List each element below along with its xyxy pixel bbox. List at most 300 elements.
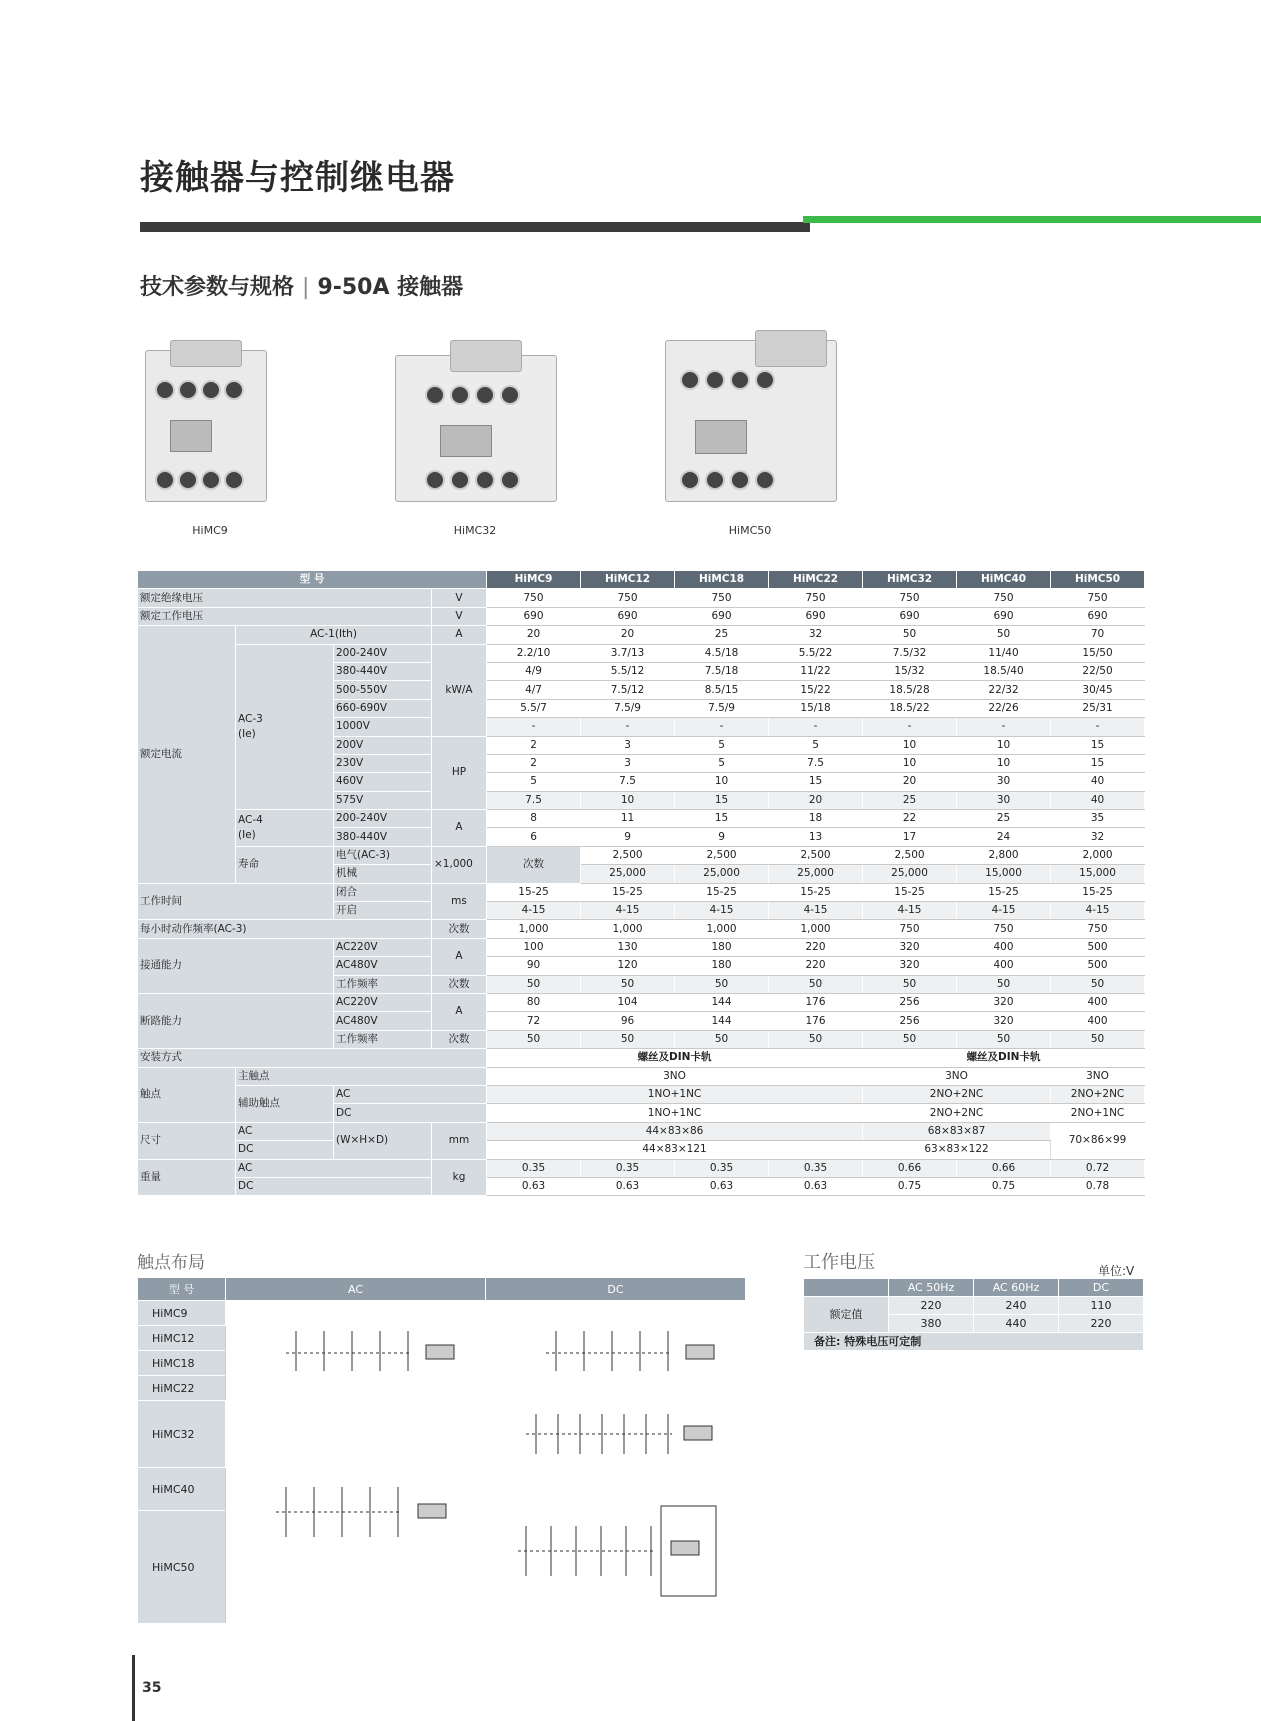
row-mount <box>138 1049 1145 1067</box>
cell: 2,500 <box>581 846 675 864</box>
cell: 68×83×87 <box>863 1122 1051 1140</box>
row-op-freq <box>138 920 1145 938</box>
page-bar <box>132 1655 135 1721</box>
cell: 5.5/22 <box>769 644 863 662</box>
cell: 6 <box>487 828 581 846</box>
contact-ac-label: AC <box>334 1085 487 1103</box>
product-himc32 <box>390 340 560 537</box>
cell: 96 <box>581 1012 675 1030</box>
cell: 750 <box>863 589 957 607</box>
model-header: HiMC18 <box>675 571 769 589</box>
cell: 2 <box>487 754 581 772</box>
voltage-label: 230V <box>334 754 432 772</box>
row-unit: ms <box>432 883 487 920</box>
model-header: HiMC40 <box>957 571 1051 589</box>
cell: 0.63 <box>769 1177 863 1195</box>
cell: 32 <box>769 626 863 644</box>
cell: 30 <box>957 791 1051 809</box>
row-size-dc <box>138 1141 1145 1159</box>
contact-model: HiMC40 <box>138 1468 226 1511</box>
cell: 3.7/13 <box>581 644 675 662</box>
section-sub: 9-50A 接触器 <box>317 275 464 300</box>
row-weight-dc <box>138 1177 1145 1195</box>
voltage-label: 1000V <box>334 718 432 736</box>
cell: 690 <box>1051 607 1145 625</box>
cell: 44×83×121 <box>487 1141 863 1159</box>
volt-note: 备注: 特殊电压可定制 <box>804 1333 1144 1351</box>
cell: 750 <box>957 589 1051 607</box>
cell: 4-15 <box>581 902 675 920</box>
cell: 50 <box>863 626 957 644</box>
cell: 20 <box>863 773 957 791</box>
cell: 8 <box>487 810 581 828</box>
cell: 690 <box>957 607 1051 625</box>
cell: 30 <box>957 773 1051 791</box>
row-make-1 <box>138 938 1145 956</box>
row-size-ac <box>138 1122 1145 1140</box>
spec-table <box>137 570 1145 1196</box>
cell: 750 <box>957 920 1051 938</box>
row-ac1 <box>138 626 1145 644</box>
cell: 690 <box>487 607 581 625</box>
cell: 0.35 <box>769 1159 863 1177</box>
cell: 25,000 <box>675 865 769 883</box>
cell: - <box>957 718 1051 736</box>
cell: 22 <box>863 810 957 828</box>
cell: 3NO <box>487 1067 863 1085</box>
break-r2: AC480V <box>334 1012 432 1030</box>
cell: 15-25 <box>581 883 675 901</box>
model-header: HiMC50 <box>1051 571 1145 589</box>
cell: 15/50 <box>1051 644 1145 662</box>
cell: 2NO+2NC <box>1051 1085 1145 1103</box>
make-r1: AC220V <box>334 938 432 956</box>
rated-current-label: 额定电流 <box>138 626 236 883</box>
work-voltage-unit: 单位:V <box>1098 1264 1135 1278</box>
cell: 50 <box>1051 1030 1145 1048</box>
contact-dc-label: DC <box>334 1104 487 1122</box>
cell: 0.35 <box>487 1159 581 1177</box>
cell: 3NO <box>863 1067 1051 1085</box>
cell: 18.5/28 <box>863 681 957 699</box>
contact-schematic-icon <box>496 1311 736 1391</box>
cell: 0.63 <box>487 1177 581 1195</box>
cell: 22/26 <box>957 699 1051 717</box>
cell: 0.75 <box>957 1177 1051 1195</box>
cell: 4.5/18 <box>675 644 769 662</box>
cell: 25 <box>675 626 769 644</box>
cell: 20 <box>769 791 863 809</box>
cell: 15 <box>675 791 769 809</box>
row-unit: 次数 <box>432 1030 487 1048</box>
cell: 2NO+2NC <box>863 1085 1051 1103</box>
contact-hdr-model: 型 号 <box>138 1278 226 1301</box>
cell: 750 <box>675 589 769 607</box>
cell: 50 <box>863 1030 957 1048</box>
cell: 0.66 <box>957 1159 1051 1177</box>
cell: 10 <box>675 773 769 791</box>
cell: 0.78 <box>1051 1177 1145 1195</box>
cell: 690 <box>581 607 675 625</box>
cell: 176 <box>769 993 863 1011</box>
cell: 18.5/22 <box>863 699 957 717</box>
cell: 50 <box>769 975 863 993</box>
cell: 10 <box>581 791 675 809</box>
cell: 7.5 <box>581 773 675 791</box>
cell: 750 <box>863 920 957 938</box>
cell: - <box>487 718 581 736</box>
cell: 5.5/12 <box>581 662 675 680</box>
cell: 750 <box>581 589 675 607</box>
make-label: 接通能力 <box>138 938 334 993</box>
cell: 15-25 <box>769 883 863 901</box>
mount-left: 螺丝及DIN卡轨 <box>487 1049 863 1067</box>
cell: - <box>863 718 957 736</box>
cell: 5.5/7 <box>487 699 581 717</box>
section-title <box>140 270 463 301</box>
row-unit: V <box>432 607 487 625</box>
row-unit: 次数 <box>432 975 487 993</box>
cell: 15 <box>675 810 769 828</box>
cell: 50 <box>863 975 957 993</box>
cell: 25,000 <box>769 865 863 883</box>
cell: 690 <box>769 607 863 625</box>
product-caption: HiMC32 <box>453 524 497 537</box>
cell: 750 <box>1051 589 1145 607</box>
voltage-label: 660-690V <box>334 699 432 717</box>
cell: 7.5 <box>769 754 863 772</box>
cell: 110 <box>1059 1297 1144 1315</box>
cell: 2 <box>487 736 581 754</box>
cell: 500 <box>1051 957 1145 975</box>
break-label: 断路能力 <box>138 993 334 1048</box>
cell: 50 <box>957 975 1051 993</box>
cell: 72 <box>487 1012 581 1030</box>
op-time-label: 工作时间 <box>138 883 334 920</box>
cell: 7.5/12 <box>581 681 675 699</box>
cell: 1,000 <box>581 920 675 938</box>
cell: 120 <box>581 957 675 975</box>
cell: 15 <box>769 773 863 791</box>
size-dc-label: DC <box>236 1141 334 1159</box>
cell: 15-25 <box>675 883 769 901</box>
cell: 50 <box>1051 975 1145 993</box>
contact-schematic-icon <box>236 1467 476 1557</box>
product-himc50 <box>655 330 845 537</box>
life-label: 寿命 <box>236 846 334 883</box>
cell: 3 <box>581 754 675 772</box>
cell: 7.5/18 <box>675 662 769 680</box>
cell: 1NO+1NC <box>487 1104 863 1122</box>
cell: 50 <box>769 1030 863 1048</box>
section-label: 技术参数与规格 <box>140 275 295 300</box>
cell: 22/32 <box>957 681 1051 699</box>
make-r2: AC480V <box>334 957 432 975</box>
cell: 400 <box>1051 1012 1145 1030</box>
cell: 18.5/40 <box>957 662 1051 680</box>
dc-diagram-large <box>486 1468 746 1624</box>
cell: 144 <box>675 1012 769 1030</box>
voltage-label: 200V <box>334 736 432 754</box>
cell: 50 <box>487 975 581 993</box>
cell: 40 <box>1051 773 1145 791</box>
contact-hdr-ac: AC <box>226 1278 486 1301</box>
unit-hp: HP <box>432 736 487 810</box>
cell: 15-25 <box>487 883 581 901</box>
volt-hdr: DC <box>1059 1279 1144 1297</box>
cell: 35 <box>1051 810 1145 828</box>
cell: 2,000 <box>1051 846 1145 864</box>
row-break-1 <box>138 993 1145 1011</box>
cell: 15/32 <box>863 662 957 680</box>
ac3-label: AC-3 (Ie) <box>236 644 334 810</box>
contact-aux-label: 辅助触点 <box>236 1085 334 1122</box>
size-dims: (W×H×D) <box>334 1122 432 1159</box>
cell: 176 <box>769 1012 863 1030</box>
row-work-volt <box>138 607 1145 625</box>
contact-schematic-icon <box>236 1311 476 1391</box>
cell: 0.66 <box>863 1159 957 1177</box>
cell: 10 <box>957 754 1051 772</box>
cell: 15 <box>1051 736 1145 754</box>
cell: 5 <box>675 754 769 772</box>
cell: 180 <box>675 938 769 956</box>
dc-diagram-mid <box>486 1401 746 1468</box>
size-label: 尺寸 <box>138 1122 236 1159</box>
cell: 50 <box>487 1030 581 1048</box>
cell: 4-15 <box>769 902 863 920</box>
life-mech-label: 机械 <box>334 865 432 883</box>
voltage-label: 380-440V <box>334 828 432 846</box>
ac-diagram-large <box>226 1401 486 1624</box>
cell: 50 <box>581 1030 675 1048</box>
cell: 44×83×86 <box>487 1122 863 1140</box>
cell: 50 <box>957 1030 1051 1048</box>
voltage-label: 460V <box>334 773 432 791</box>
cell: 17 <box>863 828 957 846</box>
title-rule-dark <box>140 222 810 232</box>
cell: 24 <box>957 828 1051 846</box>
row-unit: 次数 <box>487 846 581 883</box>
work-voltage-table <box>803 1278 1144 1351</box>
cell: 10 <box>957 736 1051 754</box>
cell: 15,000 <box>1051 865 1145 883</box>
cell: 2NO+2NC <box>863 1104 1051 1122</box>
volt-hdr: AC 50Hz <box>889 1279 974 1297</box>
row-label: 额定工作电压 <box>138 607 432 625</box>
row-life-elec <box>138 846 1145 864</box>
product-caption: HiMC9 <box>192 524 228 537</box>
cell: 750 <box>487 589 581 607</box>
row-unit: A <box>432 938 487 975</box>
cell: 2NO+1NC <box>1051 1104 1145 1122</box>
cell: 25/31 <box>1051 699 1145 717</box>
mount-label: 安装方式 <box>138 1049 487 1067</box>
page-title: 接触器与控制继电器 <box>140 158 455 198</box>
cell: 40 <box>1051 791 1145 809</box>
row-unit: 次数 <box>432 920 487 938</box>
cell: 220 <box>769 957 863 975</box>
cell: 0.63 <box>675 1177 769 1195</box>
cell: - <box>675 718 769 736</box>
contact-layout-title: 触点布局 <box>137 1253 205 1273</box>
cell: 70×86×99 <box>1051 1122 1145 1159</box>
unit-kwa: kW/A <box>432 644 487 736</box>
cell: 15/22 <box>769 681 863 699</box>
cell: 0.35 <box>581 1159 675 1177</box>
cell: 15,000 <box>957 865 1051 883</box>
contact-model: HiMC22 <box>138 1376 226 1401</box>
row-unit: A <box>432 626 487 644</box>
voltage-label: 575V <box>334 791 432 809</box>
cell: 690 <box>675 607 769 625</box>
cell: 256 <box>863 1012 957 1030</box>
voltage-label: 200-240V <box>334 644 432 662</box>
cell: 4-15 <box>1051 902 1145 920</box>
row-op-close <box>138 883 1145 901</box>
contact-model: HiMC12 <box>138 1326 226 1351</box>
model-header: HiMC32 <box>863 571 957 589</box>
cell: 2,500 <box>675 846 769 864</box>
contact-hdr-dc: DC <box>486 1278 746 1301</box>
cell: 100 <box>487 938 581 956</box>
contact-layout-table <box>137 1277 746 1624</box>
cell: 320 <box>957 993 1051 1011</box>
cell: 320 <box>957 1012 1051 1030</box>
cell: 1,000 <box>675 920 769 938</box>
cell: 1,000 <box>487 920 581 938</box>
cell: 50 <box>675 1030 769 1048</box>
cell: 15-25 <box>1051 883 1145 901</box>
cell: 104 <box>581 993 675 1011</box>
cell: 11/40 <box>957 644 1051 662</box>
cell: 0.75 <box>863 1177 957 1195</box>
cell: 5 <box>675 736 769 754</box>
cell: 63×83×122 <box>863 1141 1051 1159</box>
volt-hdr-blank <box>804 1279 889 1297</box>
cell: 2,500 <box>863 846 957 864</box>
cell: 220 <box>769 938 863 956</box>
contact-schematic-icon <box>496 1486 736 1606</box>
weight-label: 重量 <box>138 1159 236 1196</box>
spec-header-label: 型 号 <box>138 571 487 589</box>
cell: 4-15 <box>957 902 1051 920</box>
contact-model: HiMC18 <box>138 1351 226 1376</box>
cell: 2.2/10 <box>487 644 581 662</box>
cell: 1NO+1NC <box>487 1085 863 1103</box>
cell: 3 <box>581 736 675 754</box>
work-voltage-title: 工作电压 <box>803 1252 875 1273</box>
cell: 30/45 <box>1051 681 1145 699</box>
cell: 15/18 <box>769 699 863 717</box>
cell: 18 <box>769 810 863 828</box>
cell: 70 <box>1051 626 1145 644</box>
row-insul-volt <box>138 589 1145 607</box>
cell: 0.63 <box>581 1177 675 1195</box>
cell: 15-25 <box>957 883 1051 901</box>
cell: 0.35 <box>675 1159 769 1177</box>
row-contact-main <box>138 1067 1145 1085</box>
weight-dc-label: DC <box>236 1177 432 1195</box>
cell: - <box>769 718 863 736</box>
contact-model: HiMC50 <box>138 1511 226 1624</box>
size-ac-label: AC <box>236 1122 334 1140</box>
row-label: 每小时动作频率(AC-3) <box>138 920 432 938</box>
title-rule-green <box>803 216 1261 223</box>
contact-model: HiMC9 <box>138 1301 226 1326</box>
product-caption: HiMC50 <box>728 524 772 537</box>
cell: 4-15 <box>675 902 769 920</box>
row-weight-ac <box>138 1159 1145 1177</box>
life-elec-label: 电气(AC-3) <box>334 846 432 864</box>
op-open-label: 开启 <box>334 902 432 920</box>
life-mult: ×1,000 <box>432 846 487 883</box>
cell: 7.5/9 <box>675 699 769 717</box>
cell: 4-15 <box>863 902 957 920</box>
cell: 8.5/15 <box>675 681 769 699</box>
cell: 320 <box>863 938 957 956</box>
row-ac3-kw <box>138 644 1145 662</box>
voltage-label: 380-440V <box>334 662 432 680</box>
row-label: 额定绝缘电压 <box>138 589 432 607</box>
cell: 90 <box>487 957 581 975</box>
cell: 11 <box>581 810 675 828</box>
page-number: 35 <box>142 1680 162 1696</box>
cell: 400 <box>957 957 1051 975</box>
row-unit: mm <box>432 1122 487 1159</box>
cell: 7.5/32 <box>863 644 957 662</box>
contact-label: 触点 <box>138 1067 236 1122</box>
cell: 20 <box>487 626 581 644</box>
cell: 1,000 <box>769 920 863 938</box>
cell: 5 <box>769 736 863 754</box>
cell: 4/7 <box>487 681 581 699</box>
cell: 750 <box>769 589 863 607</box>
cell: 50 <box>957 626 1051 644</box>
cell: 320 <box>863 957 957 975</box>
cell: 500 <box>1051 938 1145 956</box>
row-unit: A <box>432 993 487 1030</box>
row-unit: kg <box>432 1159 487 1196</box>
cell: 400 <box>957 938 1051 956</box>
cell: 50 <box>581 975 675 993</box>
cell: 9 <box>581 828 675 846</box>
cell: 25,000 <box>581 865 675 883</box>
cell: 50 <box>675 975 769 993</box>
voltage-label: 500-550V <box>334 681 432 699</box>
cell: 180 <box>675 957 769 975</box>
cell: 2,500 <box>769 846 863 864</box>
ac-diagram-small <box>226 1301 486 1401</box>
cell: 4/9 <box>487 662 581 680</box>
model-header: HiMC12 <box>581 571 675 589</box>
break-r3: 工作频率 <box>334 1030 432 1048</box>
weight-ac-label: AC <box>236 1159 432 1177</box>
contact-main-label: 主触点 <box>236 1067 487 1085</box>
voltage-label: 200-240V <box>334 810 432 828</box>
cell: 4-15 <box>487 902 581 920</box>
cell: 220 <box>1059 1315 1144 1333</box>
cell: - <box>1051 718 1145 736</box>
cell: 25,000 <box>863 865 957 883</box>
mount-right: 螺丝及DIN卡轨 <box>863 1049 1145 1067</box>
product-himc9 <box>140 340 275 537</box>
row-ac4 <box>138 810 1145 828</box>
break-r1: AC220V <box>334 993 432 1011</box>
cell: 220 <box>889 1297 974 1315</box>
cell: 25 <box>957 810 1051 828</box>
cell: 240 <box>974 1297 1059 1315</box>
